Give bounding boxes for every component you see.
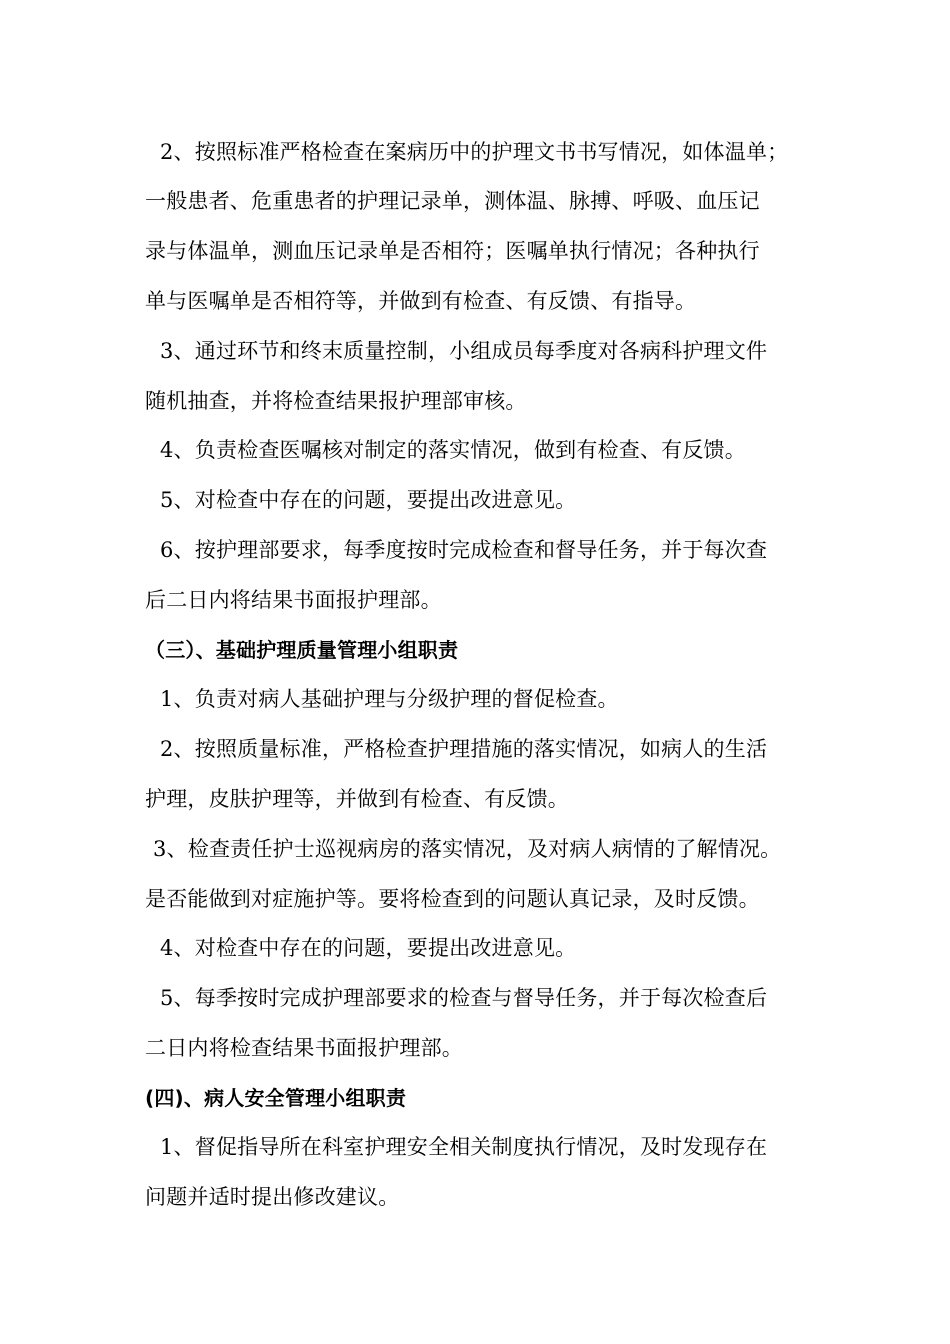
item-5-line-1: 5、对检查中存在的问题，要提出改进意见。 — [160, 488, 577, 512]
basic-item-4: 4、对检查中存在的问题，要提出改进意见。 — [160, 936, 577, 960]
safety-item-1-line-2: 问题并适时提出修改建议。 — [145, 1185, 400, 1209]
item-3-line-2: 随机抽查，并将检查结果报护理部审核。 — [145, 389, 527, 413]
item-4-line-1: 4、负责检查医嘱核对制定的落实情况，做到有检查、有反馈。 — [160, 438, 746, 462]
item-2-line-1: 2、按照标准严格检查在案病历中的护理文书书写情况，如体温单； — [160, 140, 789, 164]
item-3-line-1: 3、通过环节和终末质量控制，小组成员每季度对各病科护理文件 — [160, 339, 768, 363]
basic-item-2-line-2: 护理，皮肤护理等，并做到有检查、有反馈。 — [145, 787, 569, 811]
item-2-line-4: 单与医嘱单是否相符等，并做到有检查、有反馈、有指导。 — [145, 289, 697, 313]
item-6-line-2: 后二日内将结果书面报护理部。 — [145, 588, 442, 612]
basic-item-3-line-2: 是否能做到对症施护等。要将检查到的问题认真记录，及时反馈。 — [145, 887, 760, 911]
basic-item-5-line-1: 5、每季按时完成护理部要求的检查与督导任务，并于每次检查后 — [160, 986, 768, 1010]
basic-item-2-line-1: 2、按照质量标准，严格检查护理措施的落实情况，如病人的生活 — [160, 737, 768, 761]
basic-item-5-line-2: 二日内将检查结果书面报护理部。 — [145, 1036, 463, 1060]
section-heading-3: （三）、基础护理质量管理小组职责 — [145, 638, 459, 662]
item-2-line-2: 一般患者、危重患者的护理记录单，测体温、脉搏、呼吸、血压记 — [145, 189, 760, 213]
item-6-line-1: 6、按护理部要求，每季度按时完成检查和督导任务，并于每次查 — [160, 538, 768, 562]
basic-item-3-line-1: 3、检查责任护士巡视病房的落实情况，及对病人病情的了解情况。 — [153, 837, 782, 861]
basic-item-1: 1、负责对病人基础护理与分级护理的督促检查。 — [160, 687, 619, 711]
section-heading-4: (四)、病人安全管理小组职责 — [145, 1086, 407, 1110]
safety-item-1-line-1: 1、督促指导所在科室护理安全相关制度执行情况，及时发现存在 — [160, 1135, 768, 1159]
item-2-line-3: 录与体温单，测血压记录单是否相符；医嘱单执行情况；各种执行 — [145, 239, 760, 263]
